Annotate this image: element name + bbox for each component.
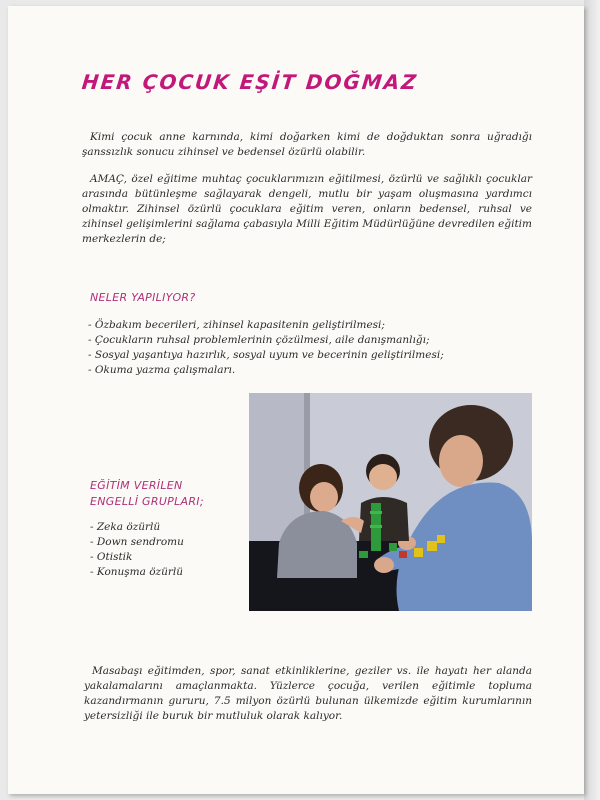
list-item: - Sosyal yaşantıya hazırlık, sosyal uyum ve becerinin geliştirilmesi;	[88, 349, 444, 361]
groups-heading-line: ENGELLİ GRUPLARI;	[90, 495, 204, 508]
page-title: HER ÇOCUK EŞİT DOĞMAZ	[80, 70, 420, 94]
list-item: - Okuma yazma çalışmaları.	[88, 364, 236, 376]
activities-heading: NELER YAPILIYOR?	[90, 291, 196, 304]
scan-edge	[584, 0, 600, 800]
list-item: - Konuşma özürlü	[90, 566, 183, 578]
list-item: - Zeka özürlü	[90, 521, 161, 533]
closing-paragraph: Masabaşı eğitimden, spor, sanat etkinliklerine, geziler vs. ile hayatı her alanda yakalamalarını amaçlanmakta. Yüzlerce çocuğa, verilen eğitimle topluma kazandırmanın gururu, 7.5 milyon özürlü bulunan ülkemizde eğitim kurumlarının yetersizliği ile buruk bir mutluluk olarak kalıyor.	[84, 665, 532, 722]
list-item: - Otistik	[90, 551, 133, 563]
list-item: - Down sendromu	[90, 536, 184, 548]
list-item: - Özbakım becerileri, zihinsel kapasitenin geliştirilmesi;	[88, 319, 385, 331]
groups-heading-line: EĞİTİM VERİLEN	[90, 479, 183, 492]
intro-paragraph: Kimi çocuk anne karnında, kimi doğarken kimi de doğduktan sonra uğradığı şanssızlık sonucu zihinsel ve bedensel özürlü olabilir.	[82, 131, 532, 158]
photo-illustration	[249, 393, 532, 611]
groups-heading	[90, 478, 204, 510]
purpose-paragraph: AMAÇ, özel eğitime muhtaç çocuklarımızın eğitilmesi, özürlü ve sağlıklı çocuklar arasında bütünleşme sağlayarak dengeli, mutlu bir yaşam oluşmasına yardımcı olmaktır. Zihinsel özürlü çocuklara eğitim veren, onların bedensel, ruhsal ve zihinsel gelişimlerini sağlama çabasıyla Milli Eğitim Müdürlüğüne devredilen eğitim merkezlerin de;	[82, 173, 532, 245]
list-item: - Çocukların ruhsal problemlerinin çözülmesi, aile danışmanlığı;	[88, 334, 430, 346]
classroom-photo	[249, 393, 532, 611]
groups-list	[90, 520, 184, 580]
activities-list	[88, 318, 444, 378]
